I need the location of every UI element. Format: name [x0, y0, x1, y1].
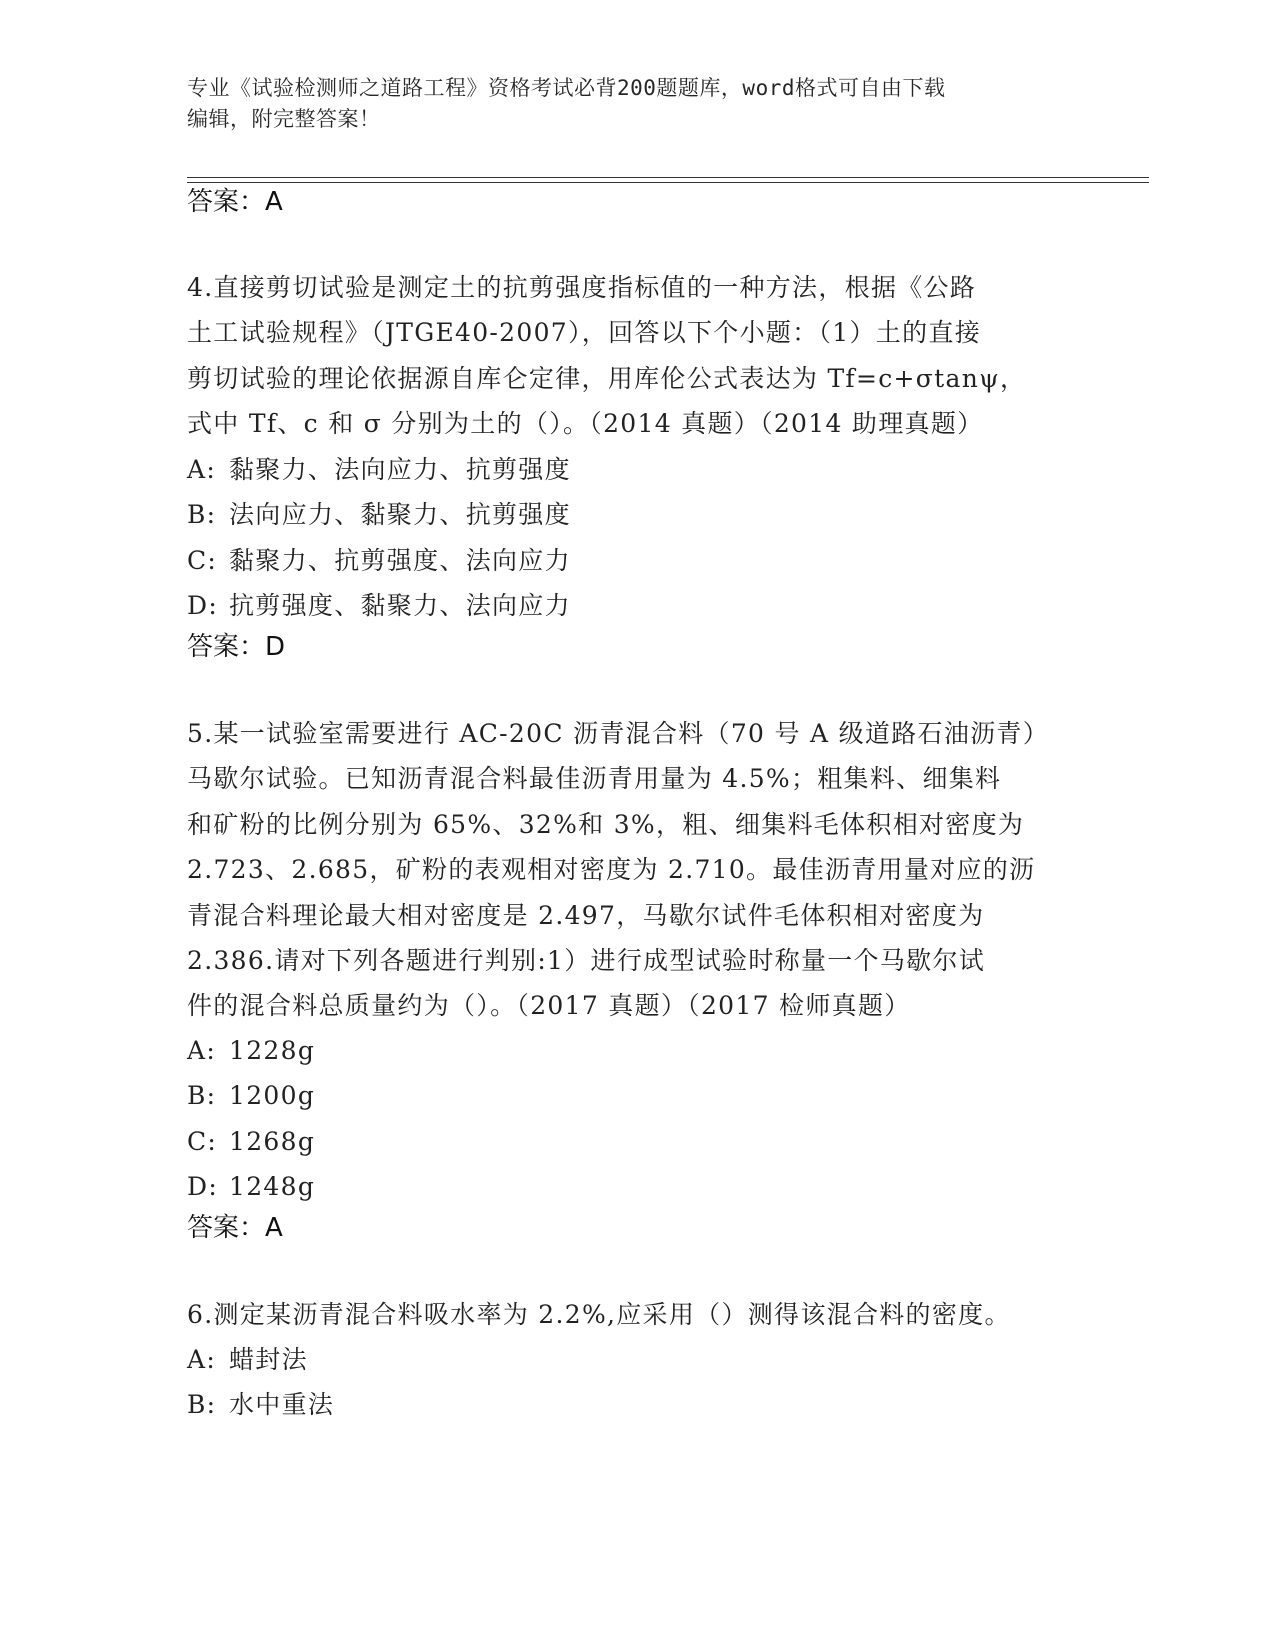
option-text: 抗剪强度、黏聚力、法向应力 [229, 591, 571, 621]
option-b [187, 1382, 334, 1427]
option-text: 黏聚力、法向应力、抗剪强度 [229, 455, 571, 484]
option-key: A: [187, 1036, 217, 1065]
question-4-line-1: 4.直接剪切试验是测定土的抗剪强度指标值的一种方法，根据《公路 [187, 273, 977, 302]
answer-label-top: 答案：A [187, 187, 283, 217]
option-key: C: [187, 1126, 218, 1156]
option-text: 1268g [229, 1126, 316, 1156]
option-text: 1228g [229, 1036, 316, 1065]
question-4-options [187, 447, 571, 629]
question-6 [187, 1292, 1087, 1337]
question-4-line-4: 式中 Tf、c 和 σ 分别为土的（）。（2014 真题）（2014 助理真题） [187, 409, 984, 439]
question-5-line-3: 和矿粉的比例分别为 65%、32%和 3%，粗、细集料毛体积相对密度为 [187, 809, 1025, 839]
question-5-line-7: 件的混合料总质量约为（）。（2017 真题）（2017 检师真题） [187, 991, 911, 1021]
option-key: A: [187, 455, 217, 484]
option-key: B: [187, 1390, 217, 1420]
option-key: B: [187, 500, 217, 530]
option-key: A: [187, 1345, 217, 1374]
option-key: D: [187, 591, 219, 621]
option-b [187, 1073, 315, 1118]
option-key: B: [187, 1081, 217, 1111]
option-text: 水中重法 [229, 1390, 335, 1420]
question-5-line-1: 5.某一试验室需要进行 AC-20C 沥青混合料（70 号 A 级道路石油沥青） [187, 719, 1050, 748]
option-a [187, 1337, 334, 1382]
header-line-2: 编辑，附完整答案！ [187, 107, 381, 131]
question-5-options [187, 1028, 315, 1210]
question-4-line-3: 剪切试验的理论依据源自库仑定律，用库伦公式表达为 Tf=c+σtanψ， [187, 363, 1027, 393]
question-5-answer: 答案：A [187, 1213, 283, 1243]
question-4 [187, 265, 1087, 447]
option-d [187, 1164, 315, 1209]
header-line-1: 专业《试验检测师之道路工程》资格考试必背200题题库，word格式可自由下载 [187, 76, 946, 100]
question-4-line-2: 土工试验规程》（JTGE40-2007），回答以下个小题：（1）土的直接 [187, 318, 982, 348]
option-b [187, 492, 571, 537]
question-5 [187, 711, 1087, 1029]
question-5-line-6: 2.386.请对下列各题进行判别:1）进行成型试验时称量一个马歇尔试 [187, 946, 986, 976]
question-6-options [187, 1337, 334, 1428]
question-6-line-1: 6.测定某沥青混合料吸水率为 2.2%,应采用（）测得该混合料的密度。 [187, 1300, 1011, 1329]
option-d [187, 583, 571, 628]
option-text: 黏聚力、抗剪强度、法向应力 [229, 545, 571, 575]
option-text: 1200g [229, 1081, 316, 1111]
question-5-line-4: 2.723、2.685，矿粉的表观相对密度为 2.710。最佳沥青用量对应的沥 [187, 855, 1036, 885]
question-5-line-5: 青混合料理论最大相对密度是 2.497，马歇尔试件毛体积相对密度为 [187, 900, 985, 930]
option-a [187, 447, 571, 492]
question-4-answer: 答案：D [187, 632, 286, 662]
option-text: 1248g [229, 1172, 316, 1202]
option-text: 蜡封法 [229, 1345, 308, 1374]
header-divider [187, 177, 1149, 183]
option-text: 法向应力、黏聚力、抗剪强度 [229, 500, 571, 530]
option-key: D: [187, 1172, 219, 1202]
option-key: C: [187, 545, 218, 575]
option-c [187, 1119, 315, 1164]
option-c [187, 538, 571, 583]
document-header [187, 73, 1087, 135]
option-a [187, 1028, 315, 1073]
question-5-line-2: 马歇尔试验。已知沥青混合料最佳沥青用量为 4.5%；粗集料、细集料 [187, 764, 1002, 794]
